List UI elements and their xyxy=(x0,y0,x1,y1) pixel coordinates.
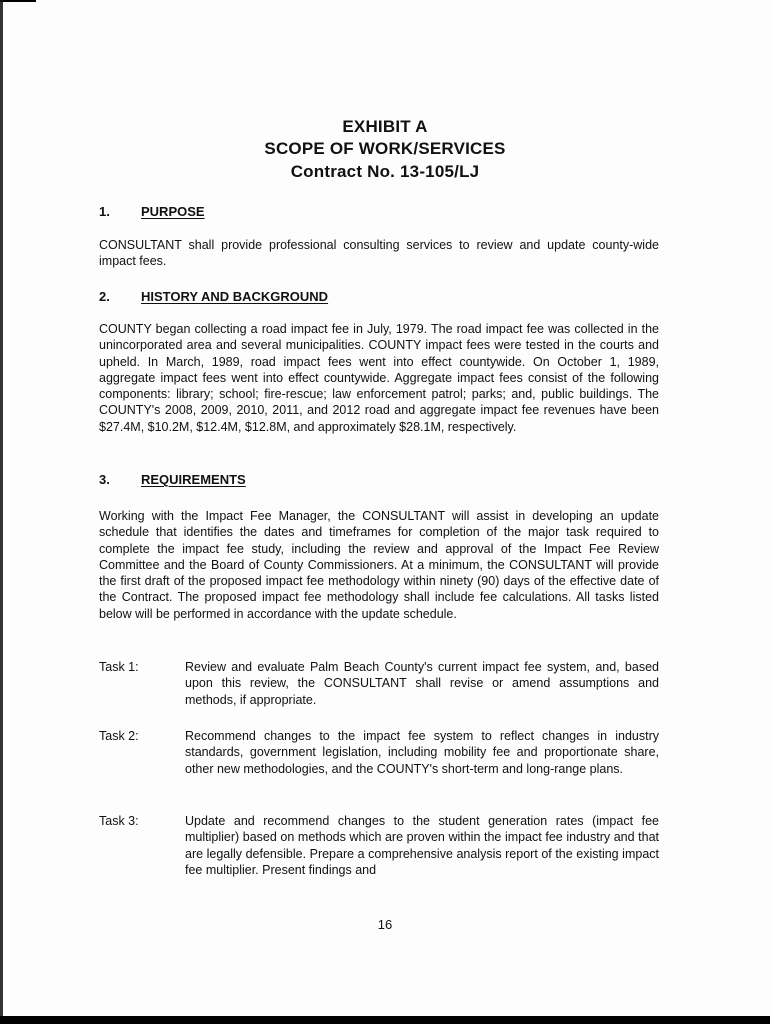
exhibit-title: EXHIBIT A xyxy=(342,117,428,136)
section-heading-history xyxy=(99,289,328,307)
task-1-label: Task 1: xyxy=(99,660,139,674)
scan-bottom-edge xyxy=(0,1016,770,1024)
task-3-text: Update and recommend changes to the student generation rates (impact fee multiplier) based on methods which are proven within the impact fee industry and that are legally defensible. Prepare a comprehensive analysis report of the existing impact fee multiplier. Present findings and xyxy=(185,814,659,877)
task-3-label: Task 3: xyxy=(99,814,139,828)
section-heading-label: REQUIREMENTS xyxy=(141,472,246,487)
page-number: 16 xyxy=(377,917,393,932)
section-heading-label: HISTORY AND BACKGROUND xyxy=(141,289,329,304)
task-1-text: Review and evaluate Palm Beach County's current impact fee system, and, based upon this review, the CONSULTANT shall revise or amend assumptions and methods, if appropriate. xyxy=(185,660,659,707)
scan-corner-mark xyxy=(0,0,36,2)
section-heading-purpose xyxy=(99,204,205,222)
task-2-label: Task 2: xyxy=(99,729,139,743)
section-number: 3. xyxy=(99,472,110,487)
section-heading-requirements xyxy=(99,472,246,490)
history-paragraph: COUNTY began collecting a road impact fee in July, 1979. The road impact fee was collected in the unincorporated area and several municipalities. COUNTY impact fees were tested in the courts and upheld. In March, 1989, road impact fees went into effect countywide. On October 1, 1989, aggregate impact fees went into effect countywide. Aggregate impact fees consist of the following components: library; school; fire-rescue; law enforcement patrol; parks; and, public buildings. The COUNTY's 2008, 2009, 2010, 2011, and 2012 road and aggregate impact fee revenues have been $27.4M, $10.2M, $12.4M, $12.8M, and approximately $28.1M, respectively. xyxy=(99,322,659,434)
requirements-paragraph: Working with the Impact Fee Manager, the CONSULTANT will assist in developing an update schedule that identifies the dates and timeframes for completion of the major task required to complete the impact fee study, including the review and approval of the Impact Fee Review Committee and the Board of County Commissioners. At a minimum, the CONSULTANT will provide the first draft of the proposed impact fee methodology within ninety (90) days of the effective date of the Contract. The proposed impact fee methodology shall include fee calculations. All tasks listed below will be performed in accordance with the update schedule. xyxy=(99,509,659,621)
contract-number-title: Contract No. 13-105/LJ xyxy=(290,162,480,181)
task-2-text: Recommend changes to the impact fee system to reflect changes in industry standards, government legislation, including mobility fee and proportionate share, other new methodologies, and the COUNTY's short-term and long-range plans. xyxy=(185,729,659,776)
scope-title: SCOPE OF WORK/SERVICES xyxy=(264,139,506,158)
section-number: 1. xyxy=(99,204,110,219)
section-number: 2. xyxy=(99,289,110,304)
section-heading-label: PURPOSE xyxy=(141,204,205,219)
purpose-paragraph: CONSULTANT shall provide professional consulting services to review and update county-wide impact fees. xyxy=(99,238,659,269)
